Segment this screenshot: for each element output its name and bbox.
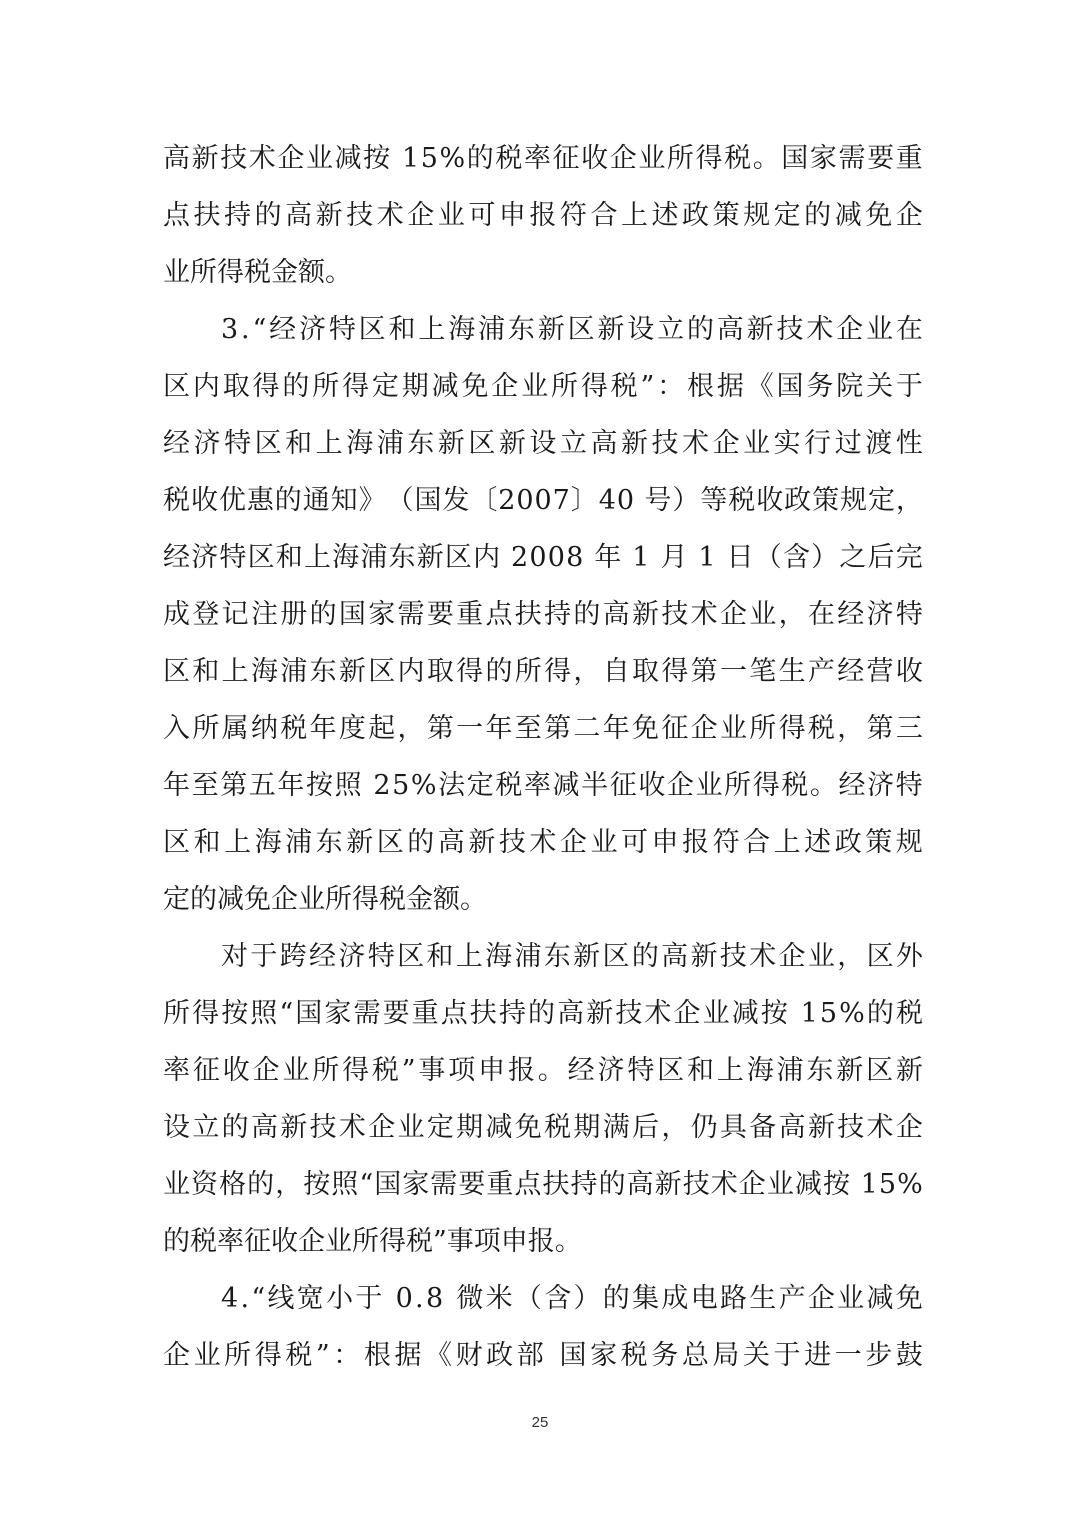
text-line: 业 资 格 的 ， 按 照 “ 国 家 需 要 重 点 扶 持 的 高 新 技 术 企 业 减 按 1 5 % [163, 1169, 923, 1200]
text-line: 年 至 第 五 年 按 照 2 5 % 法 定 税 率 减 半 征 收 企 业 所 得 税 。 经 济 特 [163, 770, 923, 801]
text-line: 定的减免企业所得税金额。 [163, 884, 487, 915]
text-line: 率 征 收 企 业 所 得 税 ” 事 项 申 报 。 经 济 特 区 和 上 海 浦 东 新 区 新 [163, 1055, 923, 1086]
text-line: 业所得税金额。 [163, 257, 352, 288]
text-line: 经 济 特 区 和 上 海 浦 东 新 区 新 设 立 高 新 技 术 企 业 实 行 过 渡 性 [163, 428, 923, 459]
text-line: 经 济 特 区 和 上 海 浦 东 新 区 内 2 0 0 8 年 1 月 1 日 （ 含 ） 之 后 完 [163, 542, 923, 573]
text-line: 高 新 技 术 企 业 减 按 1 5 % 的 税 率 征 收 企 业 所 得 税 。 国 家 需 要 重 [163, 143, 923, 174]
text-line: 对 于 跨 经 济 特 区 和 上 海 浦 东 新 区 的 高 新 技 术 企 业 ， 区 外 [221, 941, 923, 972]
text-line: 所 得 按 照 “ 国 家 需 要 重 点 扶 持 的 高 新 技 术 企 业 减 按 1 5 % 的 税 [163, 998, 923, 1029]
body-text [163, 130, 923, 1384]
text-line: 区 和 上 海 浦 东 新 区 内 取 得 的 所 得 ， 自 取 得 第 一 笔 生 产 经 营 收 [163, 656, 923, 687]
text-line: 区 内 取 得 的 所 得 定 期 减 免 企 业 所 得 税 ” ： 根 据 《 国 务 院 关 于 [163, 371, 923, 402]
text-line: 区 和 上 海 浦 东 新 区 的 高 新 技 术 企 业 可 申 报 符 合 上 述 政 策 规 [163, 827, 923, 858]
text-line: 成 登 记 注 册 的 国 家 需 要 重 点 扶 持 的 高 新 技 术 企 业 ， 在 经 济 特 [163, 599, 923, 630]
text-line: 3 . “ 经 济 特 区 和 上 海 浦 东 新 区 新 设 立 的 高 新 技 术 企 业 在 [221, 314, 923, 345]
text-line: 企 业 所 得 税 ” ： 根 据 《 财 政 部 国 家 税 务 总 局 关 于 进 一 步 鼓 [163, 1340, 923, 1371]
text-line: 设 立 的 高 新 技 术 企 业 定 期 减 免 税 期 满 后 ， 仍 具 备 高 新 技 术 企 [163, 1112, 923, 1143]
page-number: 25 [531, 1414, 549, 1431]
text-line: 税 收 优 惠 的 通 知 》 （ 国 发 〔 2 0 0 7 〕 4 0 号 ） 等 税 收 政 策 规 定 ， [163, 485, 923, 516]
text-line: 4 . “ 线 宽 小 于 0 . 8 微 米 （ 含 ） 的 集 成 电 路 生 产 企 业 减 免 [221, 1283, 923, 1314]
text-line: 点 扶 持 的 高 新 技 术 企 业 可 申 报 符 合 上 述 政 策 规 定 的 减 免 企 [163, 200, 923, 231]
text-line: 的税率征收企业所得税”事项申报。 [163, 1226, 582, 1257]
text-line: 入 所 属 纳 税 年 度 起 ， 第 一 年 至 第 二 年 免 征 企 业 所 得 税 ， 第 三 [163, 713, 923, 744]
